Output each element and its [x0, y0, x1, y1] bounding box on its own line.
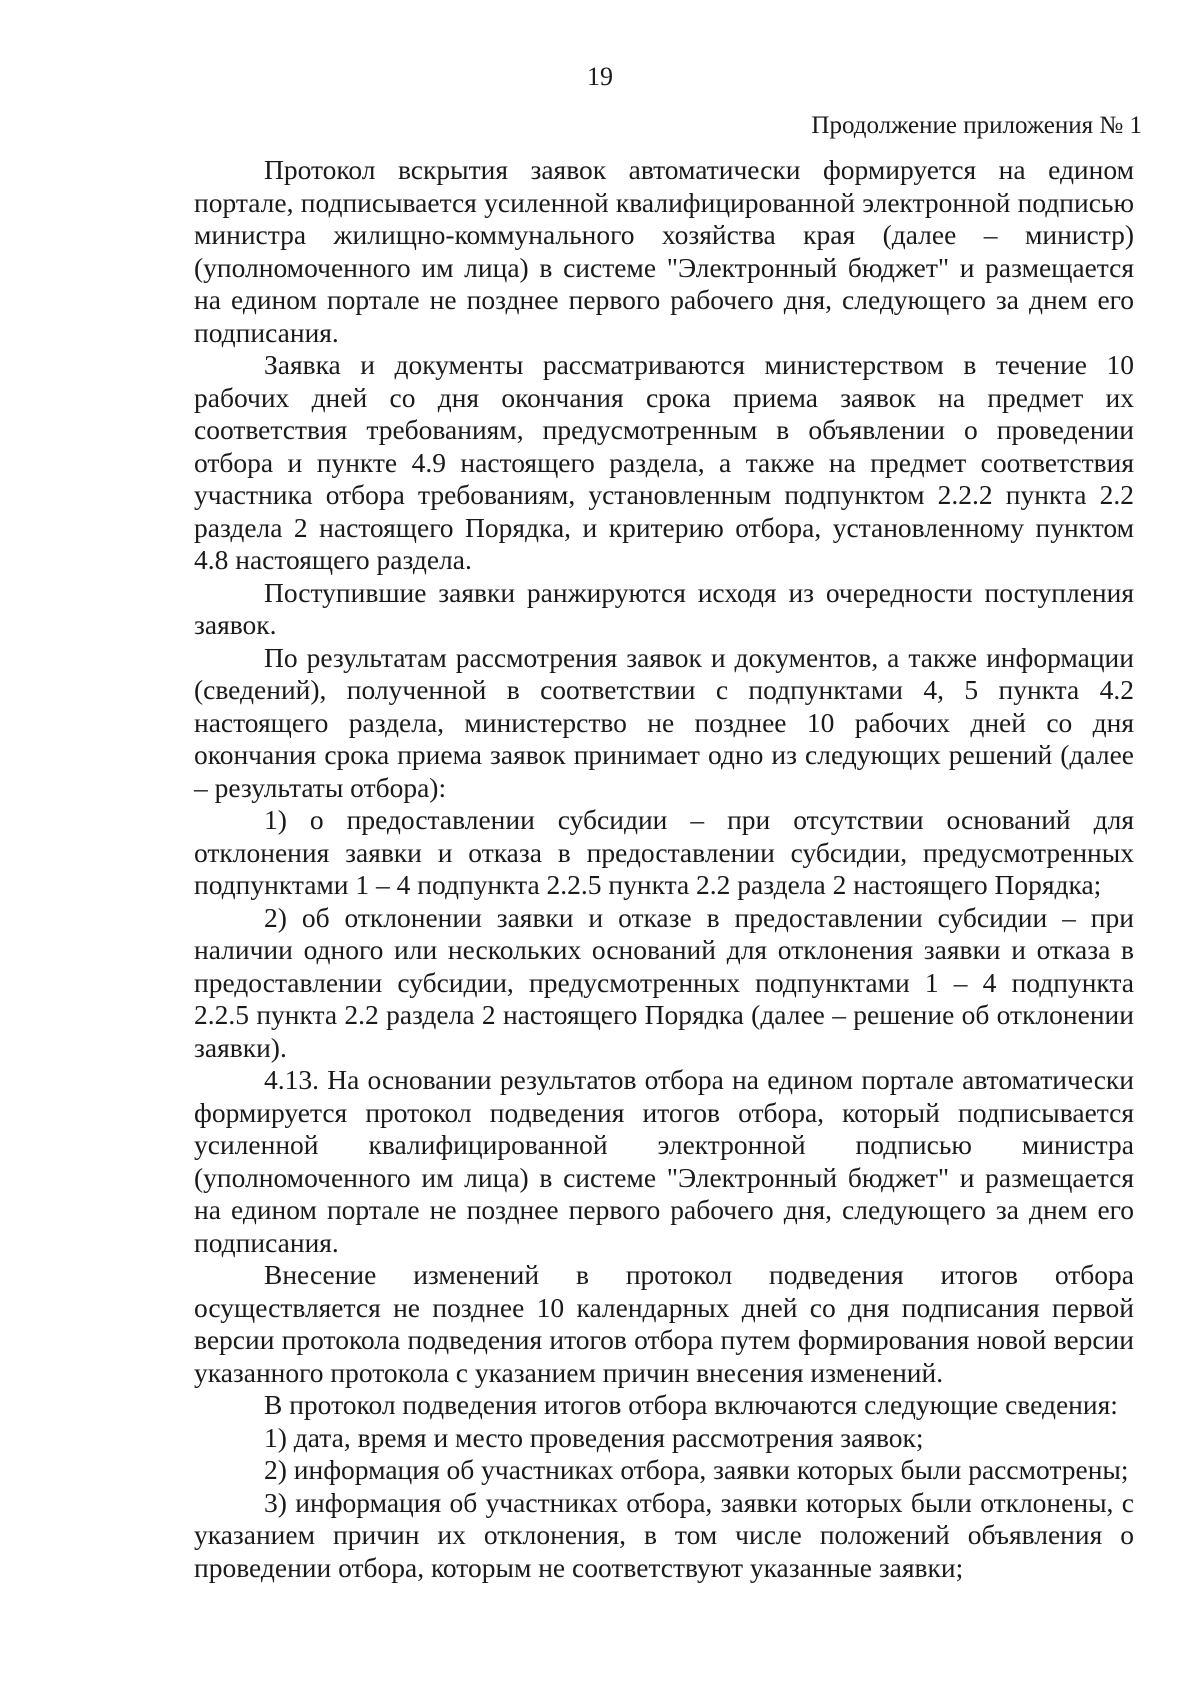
- paragraph-protocol-contents: В протокол подведения итогов отбора включаются следующие сведения:: [264, 1389, 1118, 1420]
- document-body: [194, 154, 1134, 1584]
- paragraph-opening-protocol: Протокол вскрытия заявок автоматически формируется на едином портале, подписывается усиленной квалифицированной электронной подписью министра жилищно-коммунального хозяйства края (далее – министр) (уполномоченного им лица) в системе "Электронный бюджет" и размещается на едином портале не позднее первого рабочего дня, следующего за днем его подписания.: [194, 154, 1134, 348]
- paragraph-decision-reject: 2) об отклонении заявки и отказе в предоставлении субсидии – при наличии одного или нескольких оснований для отклонения заявки и отказа в предоставлении субсидии, предусмотренных подпунктами 1 – 4 подпункта 2.2.5 пункта 2.2 раздела 2 настоящего Порядка (далее – решение об отклонении заявки).: [194, 901, 1134, 1063]
- paragraph-application-review: Заявка и документы рассматриваются министерством в течение 10 рабочих дней со дня окончания срока приема заявок на предмет их соответствия требованиям, предусмотренным в объявлении о проведении отбора и пункте 4.9 настоящего раздела, а также на предмет соответствия участника отбора требованиям, установленным подпунктом 2.2.2 пункта 2.2 раздела 2 настоящего Порядка, и критерию отбора, установленному пунктом 4.8 настоящего раздела.: [194, 349, 1134, 575]
- list-item-3: 3) информация об участниках отбора, заявки которых были отклонены, с указанием причин их отклонения, в том числе положений объявления о проведении отбора, которым не соответствуют указанные заявки;: [194, 1486, 1134, 1583]
- page-number: 19: [587, 62, 613, 91]
- paragraph-review-results: По результатам рассмотрения заявок и документов, а также информации (сведений), полученной в соответствии с подпунктами 4, 5 пункта 4.2 настоящего раздела, министерство не позднее 10 рабочих дней со дня окончания срока приема заявок принимает одно из следующих решений (далее – результаты отбора):: [194, 641, 1134, 803]
- paragraph-section-4-13: 4.13. На основании результатов отбора на едином портале автоматически формируется протокол подведения итогов отбора, который подписывается усиленной квалифицированной электронной подписью министра (уполномоченного им лица) в системе "Электронный бюджет" и размещается на едином портале не позднее первого рабочего дня, следующего за днем его подписания.: [194, 1064, 1134, 1258]
- paragraph-decision-grant: 1) о предоставлении субсидии – при отсутствии оснований для отклонения заявки и отказа в предоставлении субсидии, предусмотренных подпунктами 1 – 4 подпункта 2.2.5 пункта 2.2 раздела 2 настоящего Порядка;: [194, 804, 1134, 900]
- list-item-1: 1) дата, время и место проведения рассмотрения заявок;: [264, 1421, 924, 1453]
- paragraph-protocol-changes: Внесение изменений в протокол подведения итогов отбора осуществляется не позднее 10 календарных дней со дня подписания первой версии протокола подведения итогов отбора путем формирования новой версии указанного протокола с указанием причин внесения изменений.: [194, 1259, 1134, 1388]
- paragraph-ranking: Поступившие заявки ранжируются исходя из очередности поступления заявок.: [194, 576, 1134, 640]
- list-item-2: 2) информация об участниках отбора, заявки которых были рассмотрены;: [264, 1454, 1129, 1485]
- appendix-continuation-note: Продолжение приложения № 1: [811, 112, 1142, 139]
